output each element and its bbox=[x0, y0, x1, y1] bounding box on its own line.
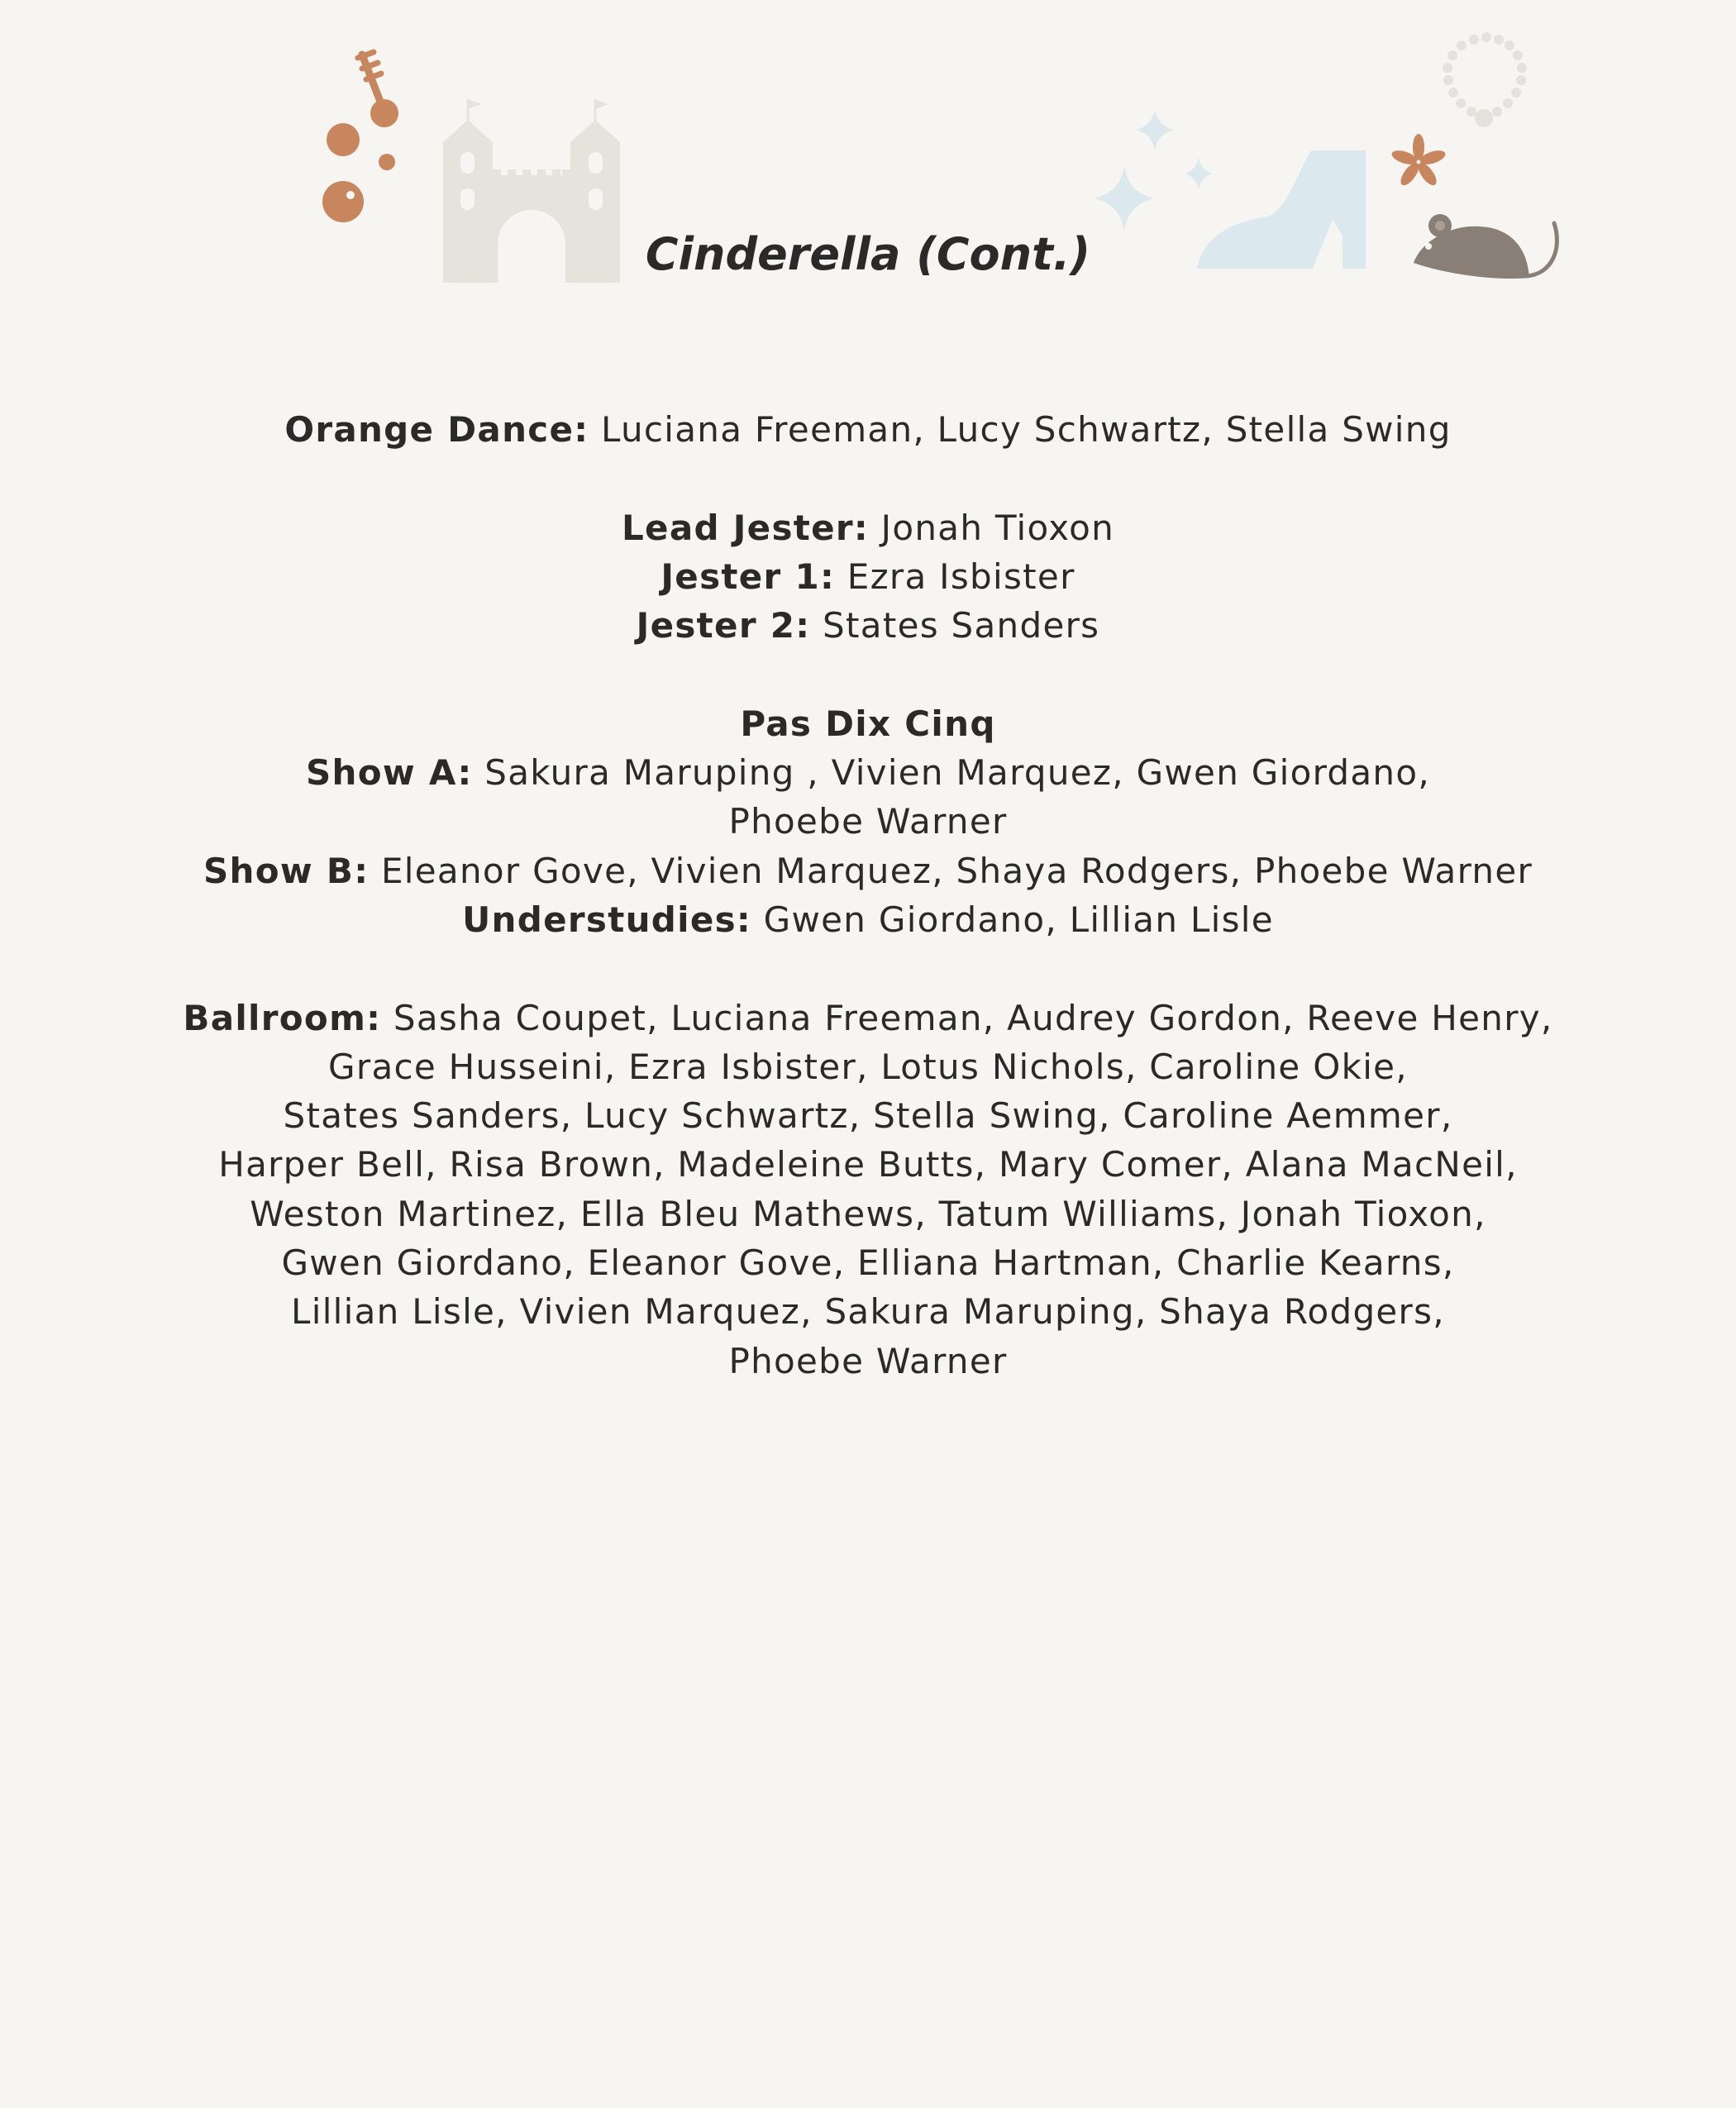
ballroom-names-line: Gwen Giordano, Eleanor Gove, Elliana Hartman, Charlie Kearns, bbox=[281, 1242, 1455, 1284]
sparkles-icon bbox=[1095, 109, 1212, 231]
role-label: Ballroom: bbox=[183, 997, 382, 1038]
show-a-entry bbox=[124, 748, 1612, 797]
role-label: Understudies: bbox=[462, 899, 752, 940]
role-label: Jester 2: bbox=[636, 605, 811, 646]
ballroom-names-line: Grace Husseini, Ezra Isbister, Lotus Nichols, Caroline Okie, bbox=[328, 1046, 1408, 1087]
cast-names: States Sanders bbox=[810, 605, 1100, 646]
ballroom-entry bbox=[124, 994, 1612, 1042]
cast-names: Sasha Coupet, Luciana Freeman, Audrey Gordon, Reeve Henry, bbox=[381, 997, 1553, 1038]
cast-names: Gwen Giordano, Lillian Lisle bbox=[751, 899, 1274, 940]
ballroom-names-line: Lillian Lisle, Vivien Marquez, Sakura Maruping, Shaya Rodgers, bbox=[291, 1291, 1445, 1333]
show-b-entry bbox=[124, 847, 1612, 895]
section-gap bbox=[124, 944, 1612, 993]
jester-2-entry bbox=[124, 601, 1612, 650]
section-gap bbox=[124, 650, 1612, 699]
ballroom-names-line: Harper Bell, Risa Brown, Madeleine Butts, Mary Comer, Alana MacNeil, bbox=[218, 1144, 1518, 1185]
cast-names: Eleanor Gove, Vivien Marquez, Shaya Rodgers, Phoebe Warner bbox=[369, 850, 1533, 891]
role-label: Jester 1: bbox=[661, 556, 836, 597]
role-label: Lead Jester: bbox=[621, 507, 870, 548]
pas-dix-cinq-heading: Pas Dix Cinq bbox=[740, 703, 996, 744]
ballroom-names-line: Phoebe Warner bbox=[728, 1340, 1008, 1381]
understudies-entry bbox=[124, 895, 1612, 944]
cast-names: Sakura Maruping , Vivien Marquez, Gwen Giordano, bbox=[472, 752, 1430, 794]
lead-jester-entry bbox=[124, 503, 1612, 552]
cast-names: Ezra Isbister bbox=[835, 556, 1075, 597]
cast-names: Jonah Tioxon bbox=[869, 507, 1115, 548]
key-icon bbox=[358, 52, 398, 127]
page-title: Cinderella (Cont.) bbox=[645, 228, 1091, 280]
section-gap bbox=[124, 454, 1612, 503]
cast-names: Luciana Freeman, Lucy Schwartz, Stella Swing bbox=[589, 409, 1452, 450]
role-label: Show A: bbox=[306, 752, 473, 794]
orange-dance-entry bbox=[124, 405, 1612, 454]
pearl-necklace-icon bbox=[1443, 32, 1527, 127]
jester-1-entry bbox=[124, 552, 1612, 601]
flower-icon bbox=[1390, 134, 1447, 188]
ballroom-names-line: Weston Martinez, Ella Bleu Mathews, Tatum Williams, Jonah Tioxon, bbox=[250, 1193, 1486, 1234]
ballroom-names-line: States Sanders, Lucy Schwartz, Stella Swing, Caroline Aemmer, bbox=[283, 1095, 1453, 1137]
cast-list bbox=[124, 405, 1612, 1385]
show-a-names-continued: Phoebe Warner bbox=[728, 801, 1008, 842]
role-label: Show B: bbox=[203, 850, 370, 891]
bubbles-icon bbox=[322, 123, 395, 222]
role-label: Orange Dance: bbox=[284, 409, 589, 450]
